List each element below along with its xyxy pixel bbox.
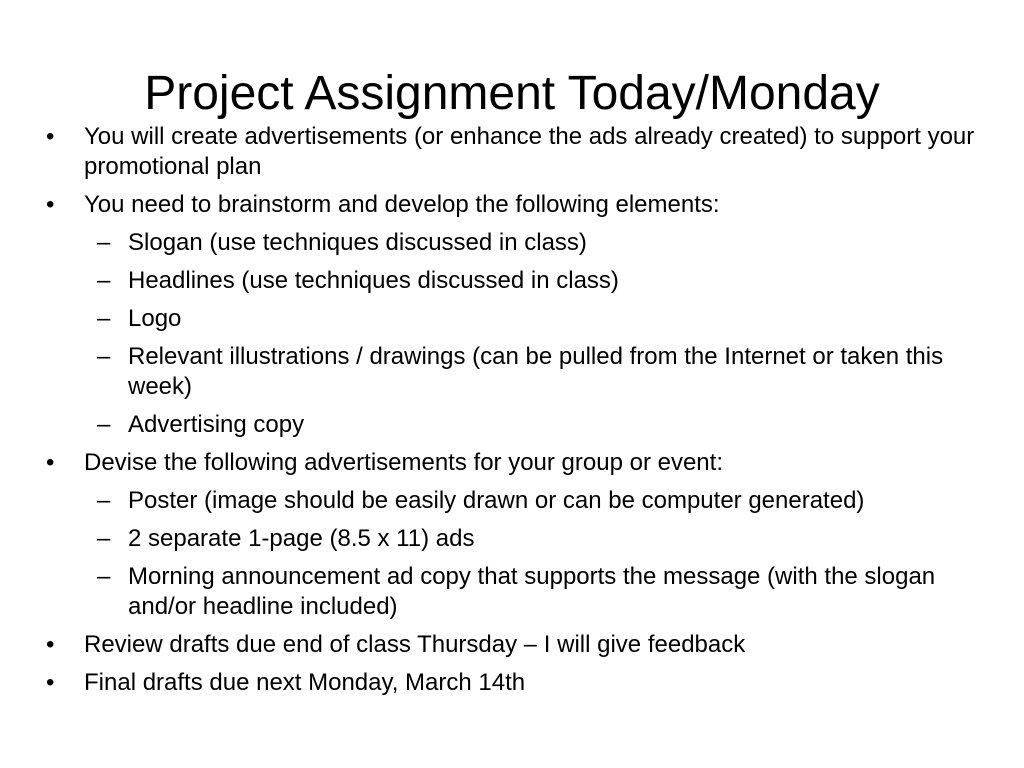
sub-bullet-text: 2 separate 1-page (8.5 x 11) ads	[128, 525, 475, 552]
sub-bullet-item	[40, 304, 990, 334]
bullet-icon: •	[46, 631, 55, 658]
dash-icon: –	[97, 563, 111, 590]
bullet-icon: •	[46, 449, 55, 476]
dash-icon: –	[97, 267, 111, 294]
sub-bullet-item	[40, 342, 990, 402]
sub-bullet-item	[40, 524, 990, 554]
sub-bullet-item	[40, 266, 990, 296]
sub-bullet-text: Poster (image should be easily drawn or can be computer generated)	[128, 487, 865, 514]
bullet-icon: •	[46, 123, 55, 150]
bullet-item	[40, 448, 990, 478]
bullet-icon: •	[46, 669, 55, 696]
bullet-item	[40, 630, 990, 660]
bullet-item	[40, 190, 990, 220]
sub-bullet-text: Advertising copy	[128, 411, 305, 438]
bullet-text: Final drafts due next Monday, March 14th	[84, 669, 526, 696]
bullet-text: You need to brainstorm and develop the following elements:	[84, 191, 720, 218]
sub-bullet-text: Relevant illustrations / drawings (can be pulled from the Internet or taken this week)	[128, 343, 944, 400]
sub-bullet-item	[40, 228, 990, 258]
sub-bullet-text: Morning announcement ad copy that supports the message (with the slogan and/or headline included)	[128, 563, 936, 620]
dash-icon: –	[97, 305, 111, 332]
slide-body	[40, 122, 990, 698]
sub-bullet-text: Logo	[128, 305, 182, 332]
slide-title: Project Assignment Today/Monday	[144, 67, 880, 120]
bullet-item	[40, 122, 990, 182]
bullet-item	[40, 668, 990, 698]
sub-bullet-item	[40, 562, 990, 622]
sub-bullet-item	[40, 410, 990, 440]
sub-bullet-item	[40, 486, 990, 516]
bullet-text: You will create advertisements (or enhance the ads already created) to support your promotional plan	[84, 123, 975, 180]
bullet-icon: •	[46, 191, 55, 218]
dash-icon: –	[97, 411, 111, 438]
sub-bullet-text: Slogan (use techniques discussed in class)	[128, 229, 587, 256]
dash-icon: –	[97, 229, 111, 256]
dash-icon: –	[97, 343, 111, 370]
sub-bullet-text: Headlines (use techniques discussed in class)	[128, 267, 619, 294]
dash-icon: –	[97, 525, 111, 552]
dash-icon: –	[97, 487, 111, 514]
bullet-text: Devise the following advertisements for your group or event:	[84, 449, 723, 476]
bullet-text: Review drafts due end of class Thursday – I will give feedback	[84, 631, 746, 658]
